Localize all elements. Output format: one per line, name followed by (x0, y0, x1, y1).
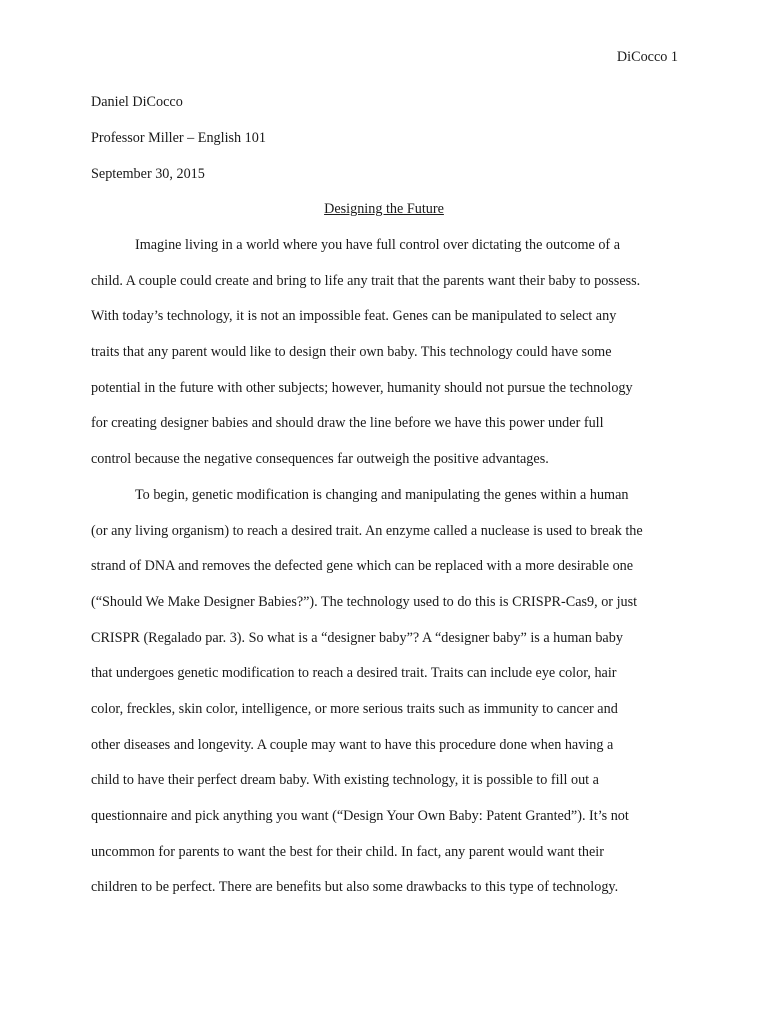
essay-body (91, 235, 691, 913)
text-line: With today’s technology, it is not an impossible feat. Genes can be manipulated to select any (91, 308, 617, 325)
text-line: color, freckles, skin color, intelligence, or more serious traits such as immunity to cancer and (91, 700, 618, 717)
professor-course: Professor Miller – English 101 (91, 130, 266, 146)
mla-header (91, 92, 691, 200)
text-line: potential in the future with other subjects; however, humanity should not pursue the technology (91, 379, 633, 396)
text-line: (or any living organism) to reach a desired trait. An enzyme called a nuclease is used to break the (91, 522, 643, 539)
running-head-page-number: DiCocco 1 (616, 49, 678, 65)
text-line: uncommon for parents to want the best for their child. In fact, any parent would want their (91, 843, 604, 860)
text-line: CRISPR (Regalado par. 3). So what is a “designer baby”? A “designer baby” is a human baby (91, 629, 623, 646)
text-line: other diseases and longevity. A couple may want to have this procedure done when having a (91, 736, 614, 753)
text-line: children to be perfect. There are benefits but also some drawbacks to this type of technology. (91, 879, 619, 896)
text-line: questionnaire and pick anything you want (“Design Your Own Baby: Patent Granted”). It’s not (91, 808, 629, 824)
text-line: control because the negative consequences far outweigh the positive advantages. (91, 451, 549, 468)
text-line: for creating designer babies and should draw the line before we have this power under full (91, 415, 604, 432)
essay-date: September 30, 2015 (91, 166, 205, 182)
text-line: To begin, genetic modification is changing and manipulating the genes within a human (135, 486, 629, 503)
essay-title: Designing the Future (324, 201, 444, 217)
text-line: (“Should We Make Designer Babies?”). The technology used to do this is CRISPR-Cas9, or just (91, 593, 638, 610)
text-line: that undergoes genetic modification to reach a desired trait. Traits can include eye color, hair (91, 665, 617, 682)
paragraph-1 (91, 235, 691, 485)
text-line: child. A couple could create and bring to life any trait that the parents want their baby to possess. (91, 272, 641, 289)
text-line: child to have their perfect dream baby. With existing technology, it is possible to fill out a (91, 772, 599, 789)
text-line: traits that any parent would like to design their own baby. This technology could have some (91, 344, 612, 361)
paragraph-2 (91, 485, 691, 913)
text-line: strand of DNA and removes the defected gene which can be replaced with a more desirable one (91, 558, 634, 575)
text-line: Imagine living in a world where you have full control over dictating the outcome of a (135, 237, 620, 253)
author-name: Daniel DiCocco (91, 94, 183, 110)
